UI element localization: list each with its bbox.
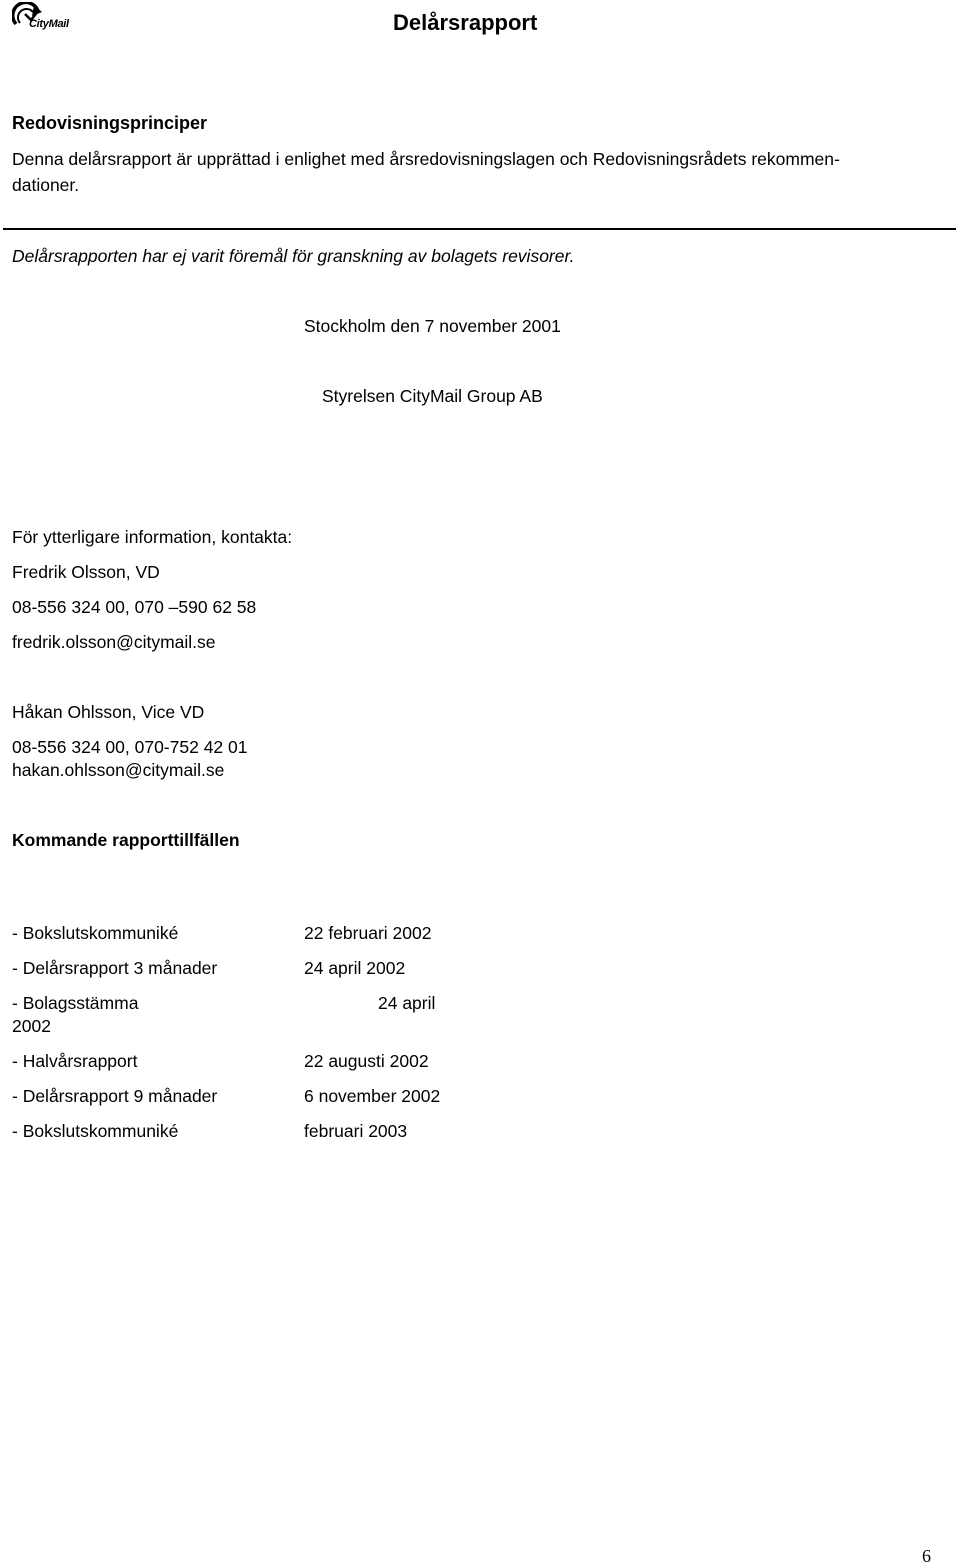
schedule-item-3-label: - Bolagsstämma <box>12 993 139 1013</box>
schedule-item-3-date-wrap: 2002 <box>12 1016 51 1036</box>
citymail-logo <box>12 2 78 36</box>
horizontal-rule <box>3 228 956 230</box>
schedule-item-2-date: 24 april 2002 <box>304 958 406 978</box>
schedule-item-4-label: - Halvårsrapport <box>12 1051 138 1071</box>
principles-text-line1: Denna delårsrapport är upprättad i enlighet med årsredovisningslagen och Redovisningsrådets rekommen- <box>12 149 840 169</box>
contact-1-phone: 08-556 324 00, 070 –590 62 58 <box>12 597 257 617</box>
principles-heading: Redovisningsprinciper <box>12 113 208 133</box>
schedule-item-5-date: 6 november 2002 <box>304 1086 441 1106</box>
schedule-item-3-date: 24 april <box>378 993 436 1013</box>
board-signature: Styrelsen CityMail Group AB <box>322 386 543 406</box>
place-date: Stockholm den 7 november 2001 <box>304 316 561 336</box>
contact-2-email[interactable]: hakan.ohlsson@citymail.se <box>12 760 225 780</box>
audit-note: Delårsrapporten har ej varit föremål för granskning av bolagets revisorer. <box>12 246 575 266</box>
schedule-heading: Kommande rapporttillfällen <box>12 830 240 850</box>
schedule-item-2-label: - Delårsrapport 3 månader <box>12 958 218 978</box>
schedule-item-4-date: 22 augusti 2002 <box>304 1051 429 1071</box>
contact-intro: För ytterligare information, kontakta: <box>12 527 293 547</box>
schedule-item-6-date: februari 2003 <box>304 1121 408 1141</box>
contact-1-email[interactable]: fredrik.olsson@citymail.se <box>12 632 216 652</box>
schedule-item-6-label: - Bokslutskommuniké <box>12 1121 179 1141</box>
principles-text-line2: dationer. <box>12 175 80 195</box>
contact-2-name: Håkan Ohlsson, Vice VD <box>12 702 205 722</box>
logo-wordmark: CityMail <box>29 18 69 30</box>
schedule-item-1-date: 22 februari 2002 <box>304 923 432 943</box>
page-number: 6 <box>922 1546 931 1566</box>
contact-2-phone: 08-556 324 00, 070-752 42 01 <box>12 737 248 757</box>
schedule-item-1-label: - Bokslutskommuniké <box>12 923 179 943</box>
schedule-item-5-label: - Delårsrapport 9 månader <box>12 1086 218 1106</box>
contact-1-name: Fredrik Olsson, VD <box>12 562 160 582</box>
document-title: Delårsrapport <box>393 10 538 35</box>
